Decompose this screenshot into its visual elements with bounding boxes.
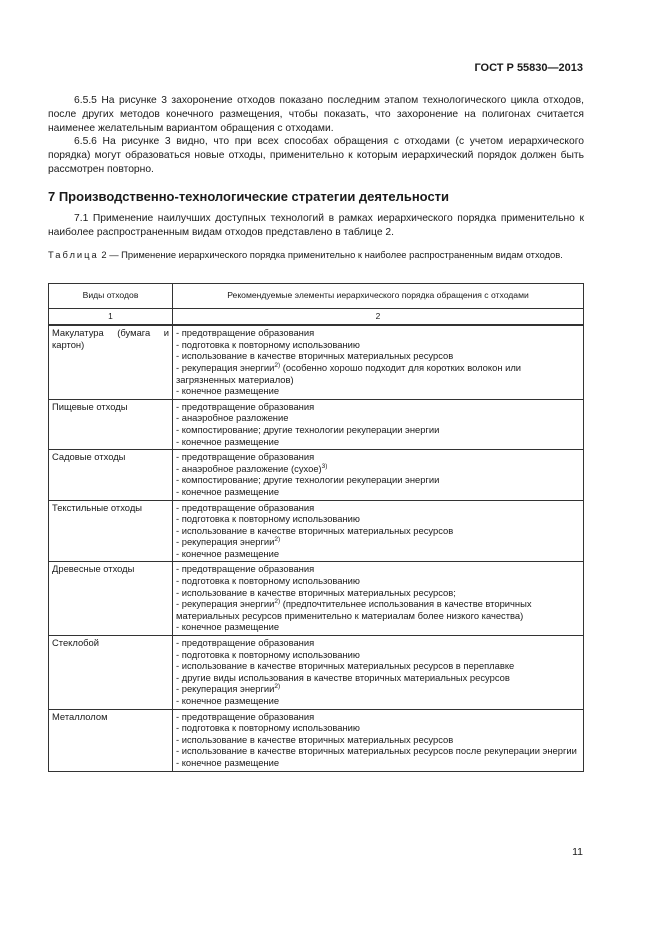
element-text: - предотвращение образования xyxy=(176,327,315,339)
element-text: - компостирование; другие технологии рекуперации энергии xyxy=(176,474,440,486)
hierarchy-element xyxy=(176,745,580,757)
caption-text: 2 — Применение иерархического порядка применительно к наиболее распространенным видам отходов. xyxy=(101,249,563,260)
hierarchy-element xyxy=(176,486,580,498)
footnote-ref: 2) xyxy=(274,536,281,544)
hierarchy-elements-cell xyxy=(173,562,584,636)
element-text-continued: (особенно хорошо подходит для коротких волокон или загрязненных материалов) xyxy=(176,361,522,385)
hierarchy-element xyxy=(176,350,580,362)
caption-label: Таблица xyxy=(48,249,99,260)
hierarchy-element xyxy=(176,536,580,548)
table-row xyxy=(49,500,584,562)
element-text: - подготовка к повторному использованию xyxy=(176,648,360,660)
paragraph-7-1: 7.1 Применение наилучших доступных технологий в рамках иерархического порядка применительно к наиболее распространенным видам отходов представлено в таблице 2. xyxy=(48,213,584,238)
hierarchy-element xyxy=(176,474,580,486)
hierarchy-element xyxy=(176,637,580,649)
hierarchy-element xyxy=(176,385,580,397)
hierarchy-elements-cell xyxy=(173,500,584,562)
element-text: - подготовка к повторному использованию xyxy=(176,575,360,587)
waste-type-cell: Стеклобой xyxy=(49,636,173,710)
column-number: 1 xyxy=(49,308,173,325)
element-text: - рекуперация энергии xyxy=(176,536,275,548)
standard-number: ГОСТ Р 55830—2013 xyxy=(474,62,583,74)
hierarchy-element xyxy=(176,683,580,695)
footnote-ref: 2) xyxy=(274,361,281,369)
element-text: - подготовка к повторному использованию xyxy=(176,722,360,734)
element-text: - рекуперация энергии xyxy=(176,361,275,373)
table-row xyxy=(49,399,584,449)
hierarchy-element xyxy=(176,525,580,537)
element-text: - предотвращение образования xyxy=(176,563,315,575)
hierarchy-element xyxy=(176,362,580,385)
header-recommended-elements: Рекомендуемые элементы иерархического порядка обращения с отходами xyxy=(173,284,584,309)
hierarchy-elements-cell xyxy=(173,709,584,771)
hierarchy-element xyxy=(176,451,580,463)
hierarchy-element xyxy=(176,621,580,633)
element-text: - предотвращение образования xyxy=(176,400,315,412)
element-text: - конечное размещение xyxy=(176,756,280,768)
column-number: 2 xyxy=(173,308,584,325)
hierarchy-element xyxy=(176,598,580,621)
table-row xyxy=(49,325,584,399)
element-text: - анаэробное разложение (сухое) xyxy=(176,462,322,474)
hierarchy-element xyxy=(176,672,580,684)
table-caption xyxy=(48,249,584,261)
hierarchy-element xyxy=(176,548,580,560)
hierarchy-element xyxy=(176,563,580,575)
hierarchy-element xyxy=(176,734,580,746)
hierarchy-element xyxy=(176,587,580,599)
table-body xyxy=(49,325,584,771)
hierarchy-element xyxy=(176,695,580,707)
element-text: - предотвращение образования xyxy=(176,501,315,513)
element-text: - другие виды использования в качестве вторичных материальных ресурсов xyxy=(176,671,510,683)
element-text: - использование в качестве вторичных материальных ресурсов xyxy=(176,524,454,536)
waste-type-cell: Садовые отходы xyxy=(49,450,173,500)
hierarchy-elements-cell xyxy=(173,636,584,710)
element-text: - предотвращение образования xyxy=(176,637,315,649)
waste-hierarchy-table xyxy=(48,283,584,772)
hierarchy-element xyxy=(176,722,580,734)
section-title: 7 Производственно-технологические стратегии деятельности xyxy=(48,189,450,204)
element-text: - рекуперация энергии xyxy=(176,598,275,610)
paragraph-6-5-6: 6.5.6 На рисунке 3 видно, что при всех способах обращения с отходами (с учетом иерархического порядка) могут образоваться новые отходы, применительно к которым иерархический порядок должен быть рассмотрен повторно. xyxy=(48,136,584,175)
hierarchy-element xyxy=(176,757,580,769)
element-text: - подготовка к повторному использованию xyxy=(176,338,360,350)
element-text: - конечное размещение xyxy=(176,695,280,706)
hierarchy-element xyxy=(176,575,580,587)
footnote-ref: 2) xyxy=(274,598,281,606)
hierarchy-element xyxy=(176,502,580,514)
element-text: - предотвращение образования xyxy=(176,710,315,722)
waste-type-cell: Металлолом xyxy=(49,709,173,771)
hierarchy-elements-cell xyxy=(173,399,584,449)
hierarchy-element xyxy=(176,327,580,339)
table-row xyxy=(49,450,584,500)
hierarchy-element xyxy=(176,436,580,448)
element-text: - использование в качестве вторичных материальных ресурсов в переплавке xyxy=(176,660,515,672)
waste-type-cell: Пищевые отходы xyxy=(49,399,173,449)
hierarchy-element xyxy=(176,513,580,525)
hierarchy-elements-cell xyxy=(173,450,584,500)
element-text: - конечное размещение xyxy=(176,435,280,447)
waste-type-cell: Текстильные отходы xyxy=(49,500,173,562)
element-text: - предотвращение образования xyxy=(176,451,315,463)
element-text: - использование в качестве вторичных материальных ресурсов; xyxy=(176,586,456,598)
element-text: - компостирование; другие технологии рекуперации энергии xyxy=(176,423,440,435)
element-text: - конечное размещение xyxy=(176,547,280,559)
paragraph-6-5-5: 6.5.5 На рисунке 3 захоронение отходов показано последним этапом технологического цикла отходов, после других методов конечного размещения, чтобы показать, что захоронение на полигонах считается наименее желательным вариантом обращения с отходами. xyxy=(48,95,584,134)
element-text: - использование в качестве вторичных материальных ресурсов xyxy=(176,733,454,745)
element-text: - конечное размещение xyxy=(176,485,280,497)
hierarchy-element xyxy=(176,339,580,351)
element-text: - рекуперация энергии xyxy=(176,683,275,695)
element-text: - использование в качестве вторичных материальных ресурсов после рекуперации энергии xyxy=(176,745,577,757)
header-waste-types: Виды отходов xyxy=(49,284,173,309)
footnote-ref: 2) xyxy=(274,683,281,691)
column-numbers-row xyxy=(49,308,584,325)
hierarchy-elements-cell xyxy=(173,325,584,399)
footnote-ref: 3) xyxy=(321,462,328,470)
hierarchy-element xyxy=(176,660,580,672)
table-row xyxy=(49,636,584,710)
hierarchy-element xyxy=(176,412,580,424)
hierarchy-element xyxy=(176,463,580,475)
table-header-row xyxy=(49,284,584,309)
element-text: - использование в качестве вторичных материальных ресурсов xyxy=(176,350,454,362)
waste-type-cell: Макулатура (бумага и картон) xyxy=(49,325,173,399)
table-row xyxy=(49,709,584,771)
hierarchy-element xyxy=(176,711,580,723)
hierarchy-element xyxy=(176,424,580,436)
element-text: - конечное размещение xyxy=(176,621,280,633)
hierarchy-element xyxy=(176,649,580,661)
element-text: - конечное размещение xyxy=(176,385,280,397)
element-text: - подготовка к повторному использованию xyxy=(176,513,360,525)
table-row xyxy=(49,562,584,636)
hierarchy-element xyxy=(176,401,580,413)
element-text-continued: (предпочтительнее использования в качестве вторичных материальных ресурсов применительно к материалам более низкого качества) xyxy=(176,598,532,621)
element-text: - анаэробное разложение xyxy=(176,412,289,424)
waste-type-cell: Древесные отходы xyxy=(49,562,173,636)
page-number: 11 xyxy=(572,846,583,858)
